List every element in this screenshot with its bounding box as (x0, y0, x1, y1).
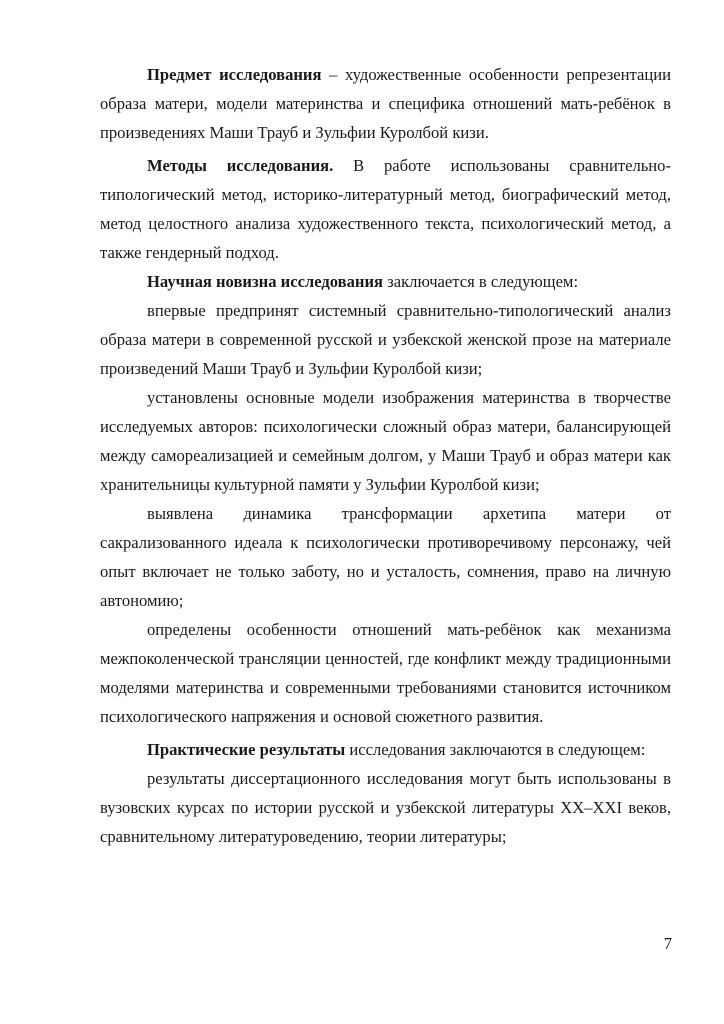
heading-novelty: Научная новизна исследования (147, 272, 384, 291)
page-body (100, 60, 671, 851)
practical-item: результаты диссертационного исследования могут быть использованы в вузовских курсах по истории русской и узбекской литературы XX–XXI веков, сравнительному литературоведению, теории литературы; (100, 769, 671, 846)
heading-practical: Практические результаты (147, 740, 346, 759)
novelty-item: определены особенности отношений мать-ребёнок как механизма межпоколенческой трансляции ценностей, где конфликт между традиционными моделями материнства и современными требованиями становится источником психологического напряжения и основой сюжетного развития. (100, 620, 671, 726)
paragraph-methods (100, 151, 671, 267)
novelty-item: выявлена динамика трансформации архетипа матери от сакрализованного идеала к психологически противоречивому персонажу, чей опыт включает не только заботу, но и усталость, сомнения, право на личную автономию; (100, 504, 671, 610)
novelty-item: впервые предпринят системный сравнительно-типологический анализ образа матери в современной русской и узбекской женской прозе на материале произведений Маши Трауб и Зульфии Куролбой кизи; (100, 301, 671, 378)
paragraph-novelty (100, 267, 671, 296)
paragraph-text: В работе использованы сравнительно-типологический метод, историко-литературный метод, биографический метод, метод целостного анализа художественного текста, психологический метод, а также гендерный подход. (100, 156, 671, 262)
paragraph-subject (100, 60, 671, 147)
paragraph-practical (100, 735, 671, 764)
heading-methods: Методы исследования. (147, 156, 334, 175)
page-number: 7 (663, 934, 672, 953)
novelty-item: установлены основные модели изображения материнства в творчестве исследуемых авторов: психологически сложный образ матери, балансирующей между самореализацией и семейным долгом, у Маши Трауб и образ матери как хранительницы культурной памяти у Зульфии Куролбой кизи; (100, 388, 671, 494)
paragraph-text: – художественные особенности репрезентации образа матери, модели материнства и специфика отношений мать-ребёнок в произведениях Маши Трауб и Зульфии Куролбой кизи. (100, 65, 672, 142)
heading-subject: Предмет исследования (147, 65, 322, 84)
paragraph-text: заключается в следующем: (383, 272, 579, 291)
paragraph-text: исследования заключаются в следующем: (345, 740, 646, 759)
